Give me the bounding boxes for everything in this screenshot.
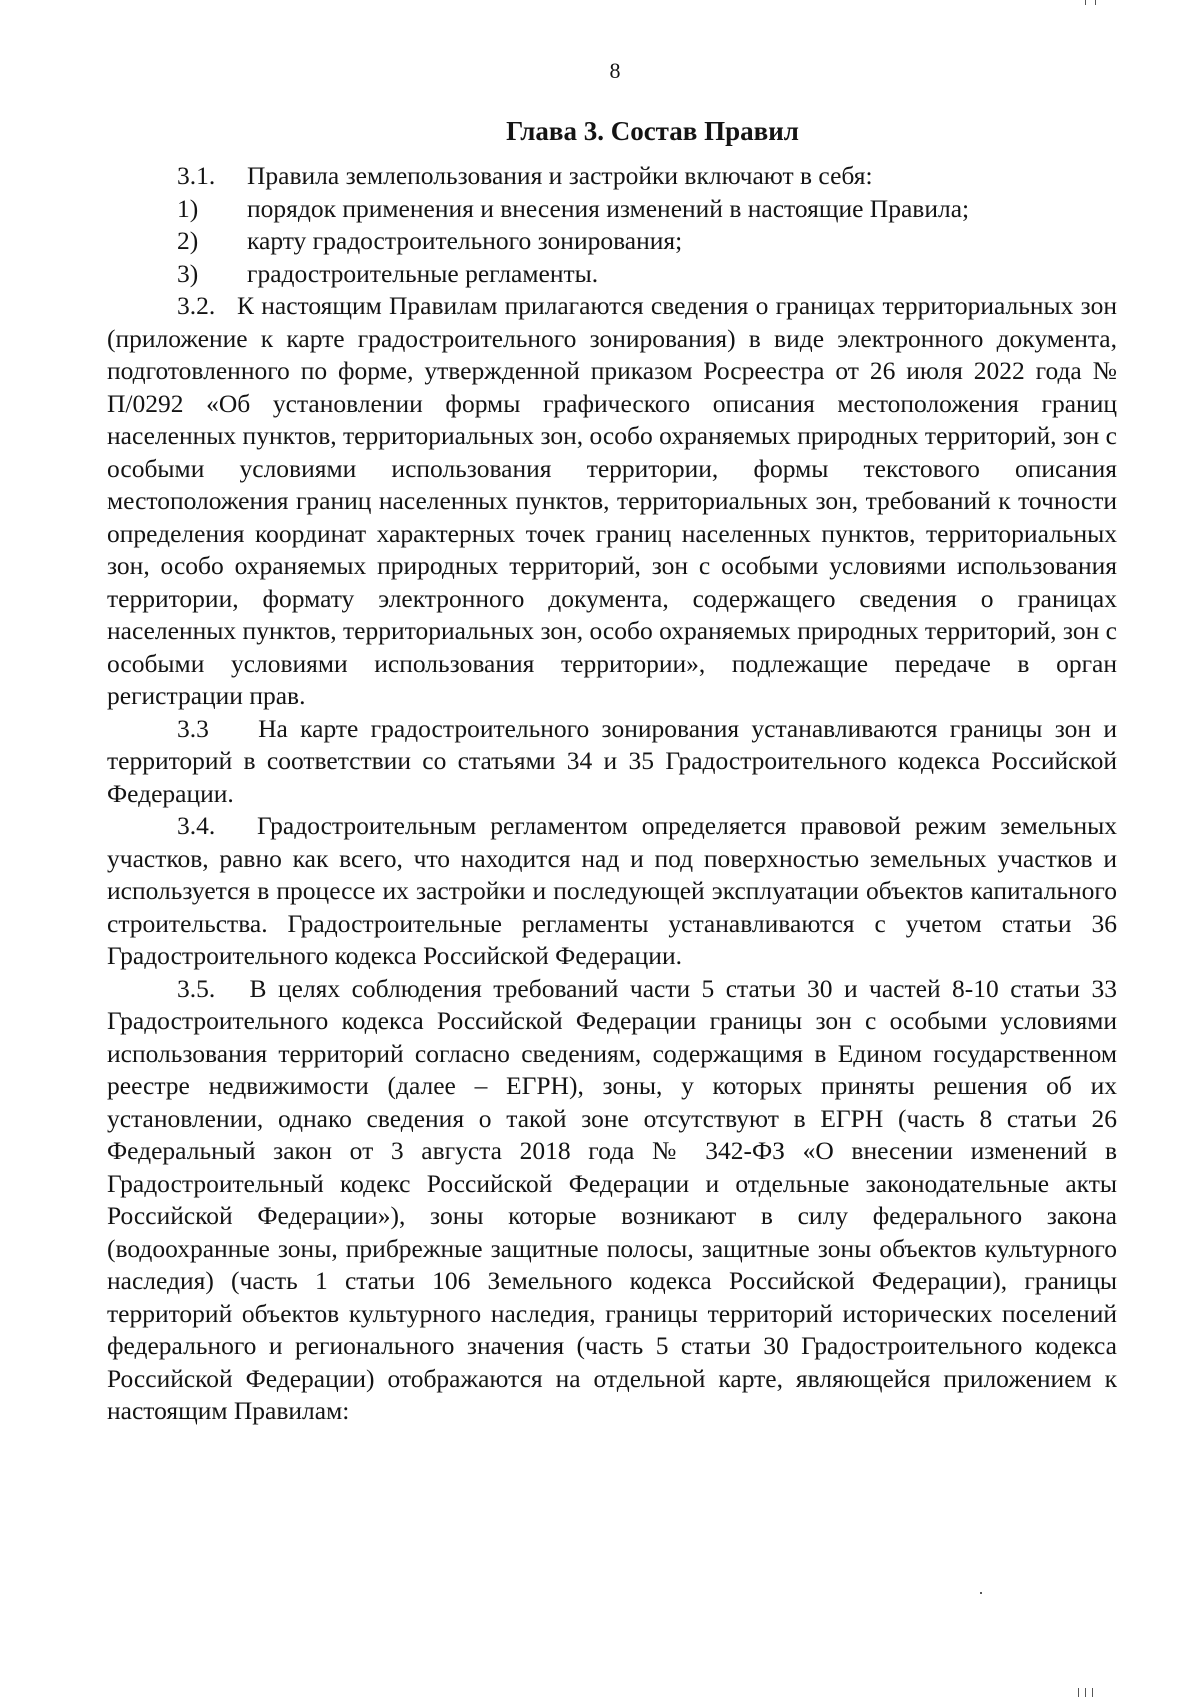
item-number: 1) [177, 193, 199, 223]
scan-artifact [1078, 1688, 1079, 1697]
scan-artifact [980, 1592, 982, 1594]
item-number: 3.1. [177, 161, 216, 190]
scan-artifact [1085, 0, 1086, 5]
scan-artifact [1092, 1688, 1093, 1697]
item-text: порядок применения и внесения изменений в настоящие Правила; [247, 193, 970, 223]
item-number: 2) [177, 226, 199, 255]
list-item [107, 193, 1117, 226]
paragraph-3-3: 3.3 На карте градостроительного зонирования устанавливаются границы зон и территорий в соответствии со статьями 34 и 35 Градостроительного кодекса Российской Федерации. [107, 713, 1117, 808]
item-text: карту градостроительного зонирования; [247, 226, 683, 255]
paragraph-3-5: 3.5. В целях соблюдения требований части 5 статьи 30 и частей 8-10 статьи 33 Градостроительного кодекса Российской Федерации границы зон с особыми условиями использования территорий согласно сведениям, содержащимя в Едином государственном реестре недвижимости (далее – ЕГРН), зоны, у которых приняты решения об их установлении, однако сведения о такой зоне отсутствуют в ЕГРН (часть 8 статьи 26 Федеральный закон от 3 августа 2018 года № 342-ФЗ «О внесении изменений в Градостроительный кодекс Российской Федерации и отдельные законодательные акты Российской Федерации»), зоны которые возникают в силу федерального закона (водоохранные зоны, прибрежные защитные полосы, защитные зоны объектов культурного наследия) (часть 1 статьи 106 Земельного кодекса Российской Федерации), границы территорий объектов культурного наследия, границы территорий исторических поселений федерального и регионального значения (часть 5 статьи 30 Градостроительного кодекса Российской Федерации) отображаются на отдельной карте, являющейся приложением к настоящим Правилам: [107, 973, 1117, 1425]
scan-artifact [1095, 0, 1096, 5]
item-text: Правила землепользования и застройки включают в себя: [247, 161, 873, 190]
chapter-title: Глава 3. Состав Правил [506, 116, 799, 146]
list-item [107, 225, 1117, 258]
paragraph-3-4: 3.4. Градостроительным регламентом определяется правовой режим земельных участков, равно как всего, что находится над и под поверхностью земельных участков и используется в процессе их застройки и последующей эксплуатации объектов капитального строительства. Градостроительные регламенты устанавливаются с учетом статьи 36 Градостроительного кодекса Российской Федерации. [107, 811, 1117, 970]
scan-artifact [1085, 1688, 1086, 1697]
page-number: 8 [609, 58, 621, 83]
item-text: градостроительные регламенты. [247, 258, 599, 288]
paragraph-3-2: 3.2. К настоящим Правилам прилагаются сведения о границах территориальных зон (приложение к карте градостроительного зонирования) в виде электронного документа, подготовленного по форме, утвержденной приказом Росреестра от 26 июля 2022 года № П/0292 «Об установлении формы графического описания местоположения границ населенных пунктов, территориальных зон, особо охраняемых природных территорий, зон с особыми условиями использования территории, формы текстового описания местоположения границ населенных пунктов, территориальных зон, требований к точности определения координат характерных точек границ населенных пунктов, территориальных зон, особо охраняемых природных территорий, зон с особыми условиями использования территории, формату электронного документа, содержащего сведения о границах населенных пунктов, территориальных зон, особо охраняемых природных территорий, зон с особыми условиями использования территории», подлежащие передаче в орган регистрации прав. [107, 291, 1117, 710]
document-body [107, 160, 1117, 1428]
list-item [107, 160, 1117, 193]
list-item [107, 258, 1117, 291]
item-number: 3) [177, 258, 199, 288]
